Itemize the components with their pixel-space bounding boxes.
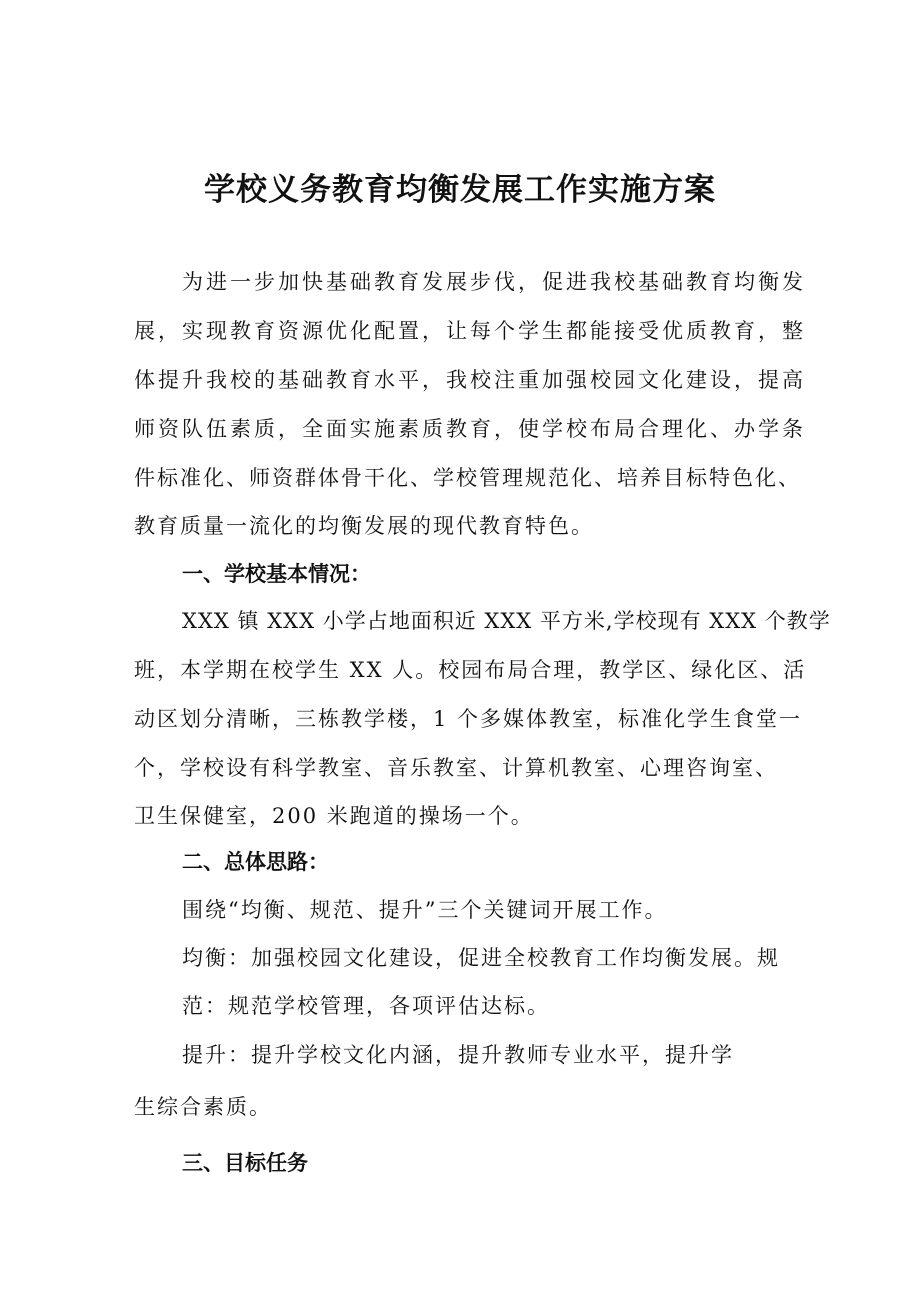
intro-line: 件标准化、师资群体骨干化、学校管理规范化、培养目标特色化、 xyxy=(134,466,801,490)
section1-line: 班，本学期在校学生 XX 人。校园布局合理，教学区、绿化区、活 xyxy=(134,658,807,682)
section-heading-goals: 三、目标任务 xyxy=(182,1151,308,1175)
section1-line: 动区划分清晰，三栋教学楼，1 个多媒体教室，标准化学生食堂一 xyxy=(134,707,803,731)
section2-line: 范：规范学校管理，各项评估达标。 xyxy=(182,994,550,1018)
section2-line: 提升：提升学校文化内涵，提升教师专业水平，提升学 xyxy=(182,1043,734,1067)
intro-line: 教育质量一流化的均衡发展的现代教育特色。 xyxy=(134,514,594,538)
section2-line: 生综合素质。 xyxy=(134,1095,272,1119)
section-heading-basic-info: 一、学校基本情况： xyxy=(182,562,371,586)
intro-line: 为进一步加快基础教育发展步伐，促进我校基础教育均衡发 xyxy=(182,270,806,294)
document-title: 学校义务教育均衡发展工作实施方案 xyxy=(204,172,716,208)
section1-line: XXX 镇 XXX 小学占地面积近 XXX 平方米,学校现有 XXX 个教学 xyxy=(182,609,831,633)
intro-line: 师资队伍素质，全面实施素质教育，使学校布局合理化、办学条 xyxy=(134,417,806,441)
intro-line: 体提升我校的基础教育水平，我校注重加强校园文化建设，提高 xyxy=(134,368,806,392)
intro-line: 展，实现教育资源优化配置，让每个学生都能接受优质教育，整 xyxy=(134,319,806,343)
section1-line: 个，学校设有科学教室、音乐教室、计算机教室、心理咨询室、 xyxy=(134,756,778,780)
section1-line: 卫生保健室，200 米跑道的操场一个。 xyxy=(134,804,534,828)
section-heading-overall-idea: 二、总体思路： xyxy=(182,850,329,874)
section2-line: 均衡：加强校园文化建设，促进全校教育工作均衡发展。规 xyxy=(182,946,780,970)
section2-line: 围绕“均衡、规范、提升”三个关键词开展工作。 xyxy=(182,898,668,922)
